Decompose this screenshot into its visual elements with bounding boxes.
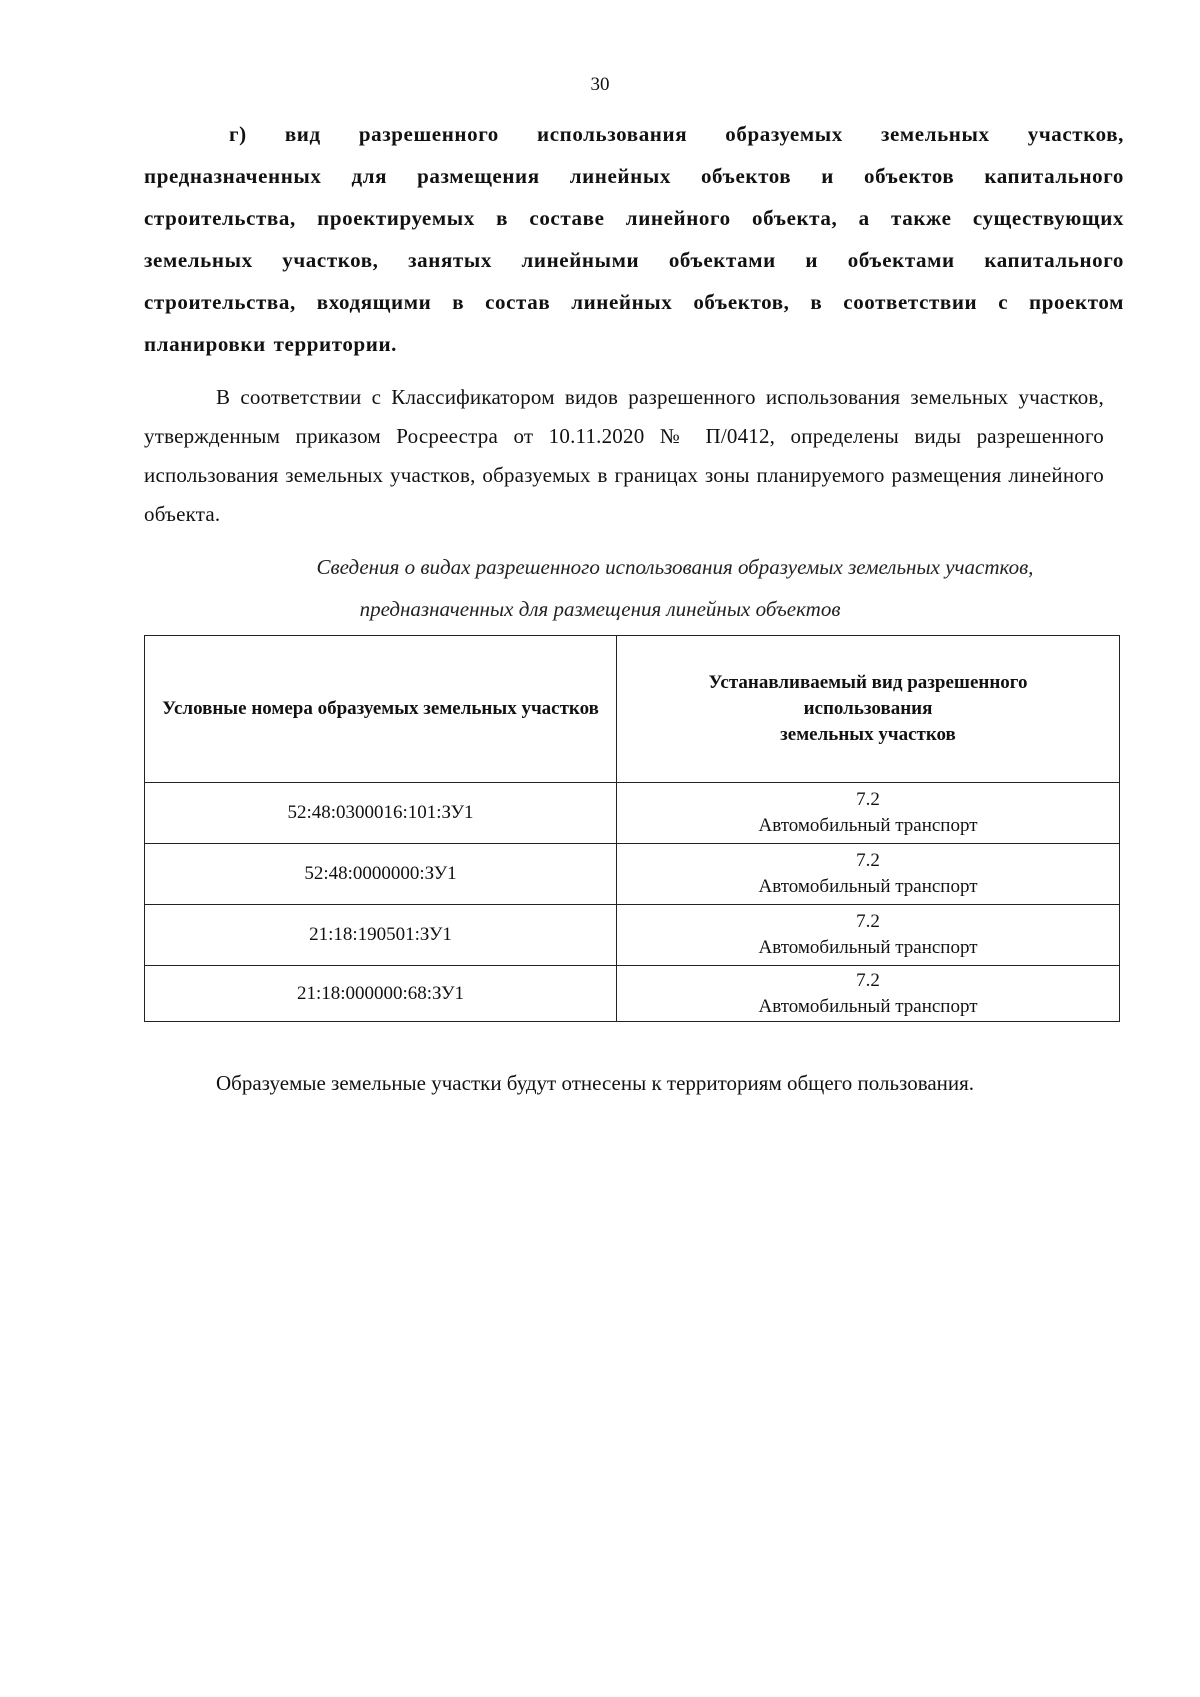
permitted-use-cell	[617, 966, 1120, 1022]
permitted-use-name: Автомобильный транспорт	[758, 876, 978, 897]
land-plots-table-container	[144, 635, 1119, 1022]
permitted-use-cell	[617, 844, 1120, 905]
header-plot-numbers: Условные номера образуемых земельных участков	[145, 636, 617, 783]
plot-number-cell: 21:18:190501:ЗУ1	[145, 905, 617, 966]
closing-paragraph: Образуемые земельные участки будут отнесены к территориям общего пользования.	[216, 1071, 975, 1095]
header-permitted-use-line: Устанавливаемый вид разрешенного	[708, 672, 1028, 693]
permitted-use-name: Автомобильный транспорт	[758, 937, 978, 958]
permitted-use-name: Автомобильный транспорт	[758, 815, 978, 836]
page-number: 30	[590, 74, 610, 95]
header-permitted-use-line: использования	[803, 698, 933, 719]
permitted-use-cell	[617, 783, 1120, 844]
permitted-use-name: Автомобильный транспорт	[758, 995, 978, 1017]
permitted-use-code: 7.2	[856, 969, 880, 991]
permitted-use-cell	[617, 905, 1120, 966]
header-permitted-use	[617, 636, 1120, 783]
permitted-use-code: 7.2	[856, 850, 880, 871]
table-row	[145, 966, 1120, 1022]
intro-paragraph: В соответствии с Классификатором видов разрешенного использования земельных участков, утвержденным приказом Росреестра от 10.11.2020 № П/0412, определены виды разрешенного использования земельных участков, образуемых в границах зоны планируемого размещения линейного объекта.	[144, 385, 1104, 526]
plot-number-cell: 52:48:0300016:101:ЗУ1	[145, 783, 617, 844]
land-plots-table	[144, 635, 1120, 1022]
plot-number-cell: 52:48:0000000:ЗУ1	[145, 844, 617, 905]
permitted-use-code: 7.2	[856, 911, 880, 932]
plot-number-cell: 21:18:000000:68:ЗУ1	[145, 966, 617, 1022]
table-row	[145, 844, 1120, 905]
permitted-use-code: 7.2	[856, 789, 880, 810]
section-heading: г) вид разрешенного использования образуемых земельных участков, предназначенных для размещения линейных объектов и объектов капитального строительства, проектируемых в составе линейного объекта, а также существующих земельных участков, занятых линейными объектами и объектами капитального строительства, входящими в состав линейных объектов, в соответствии с проектом планировки территории.	[144, 122, 1124, 356]
table-caption-line-1: Сведения о видах разрешенного использования образуемых земельных участков,	[316, 555, 1034, 579]
table-caption-line-2: предназначенных для размещения линейных объектов	[359, 597, 841, 621]
header-permitted-use-line: земельных участков	[780, 724, 956, 745]
table-row	[145, 783, 1120, 844]
table-row	[145, 905, 1120, 966]
table-header-row	[145, 636, 1120, 783]
